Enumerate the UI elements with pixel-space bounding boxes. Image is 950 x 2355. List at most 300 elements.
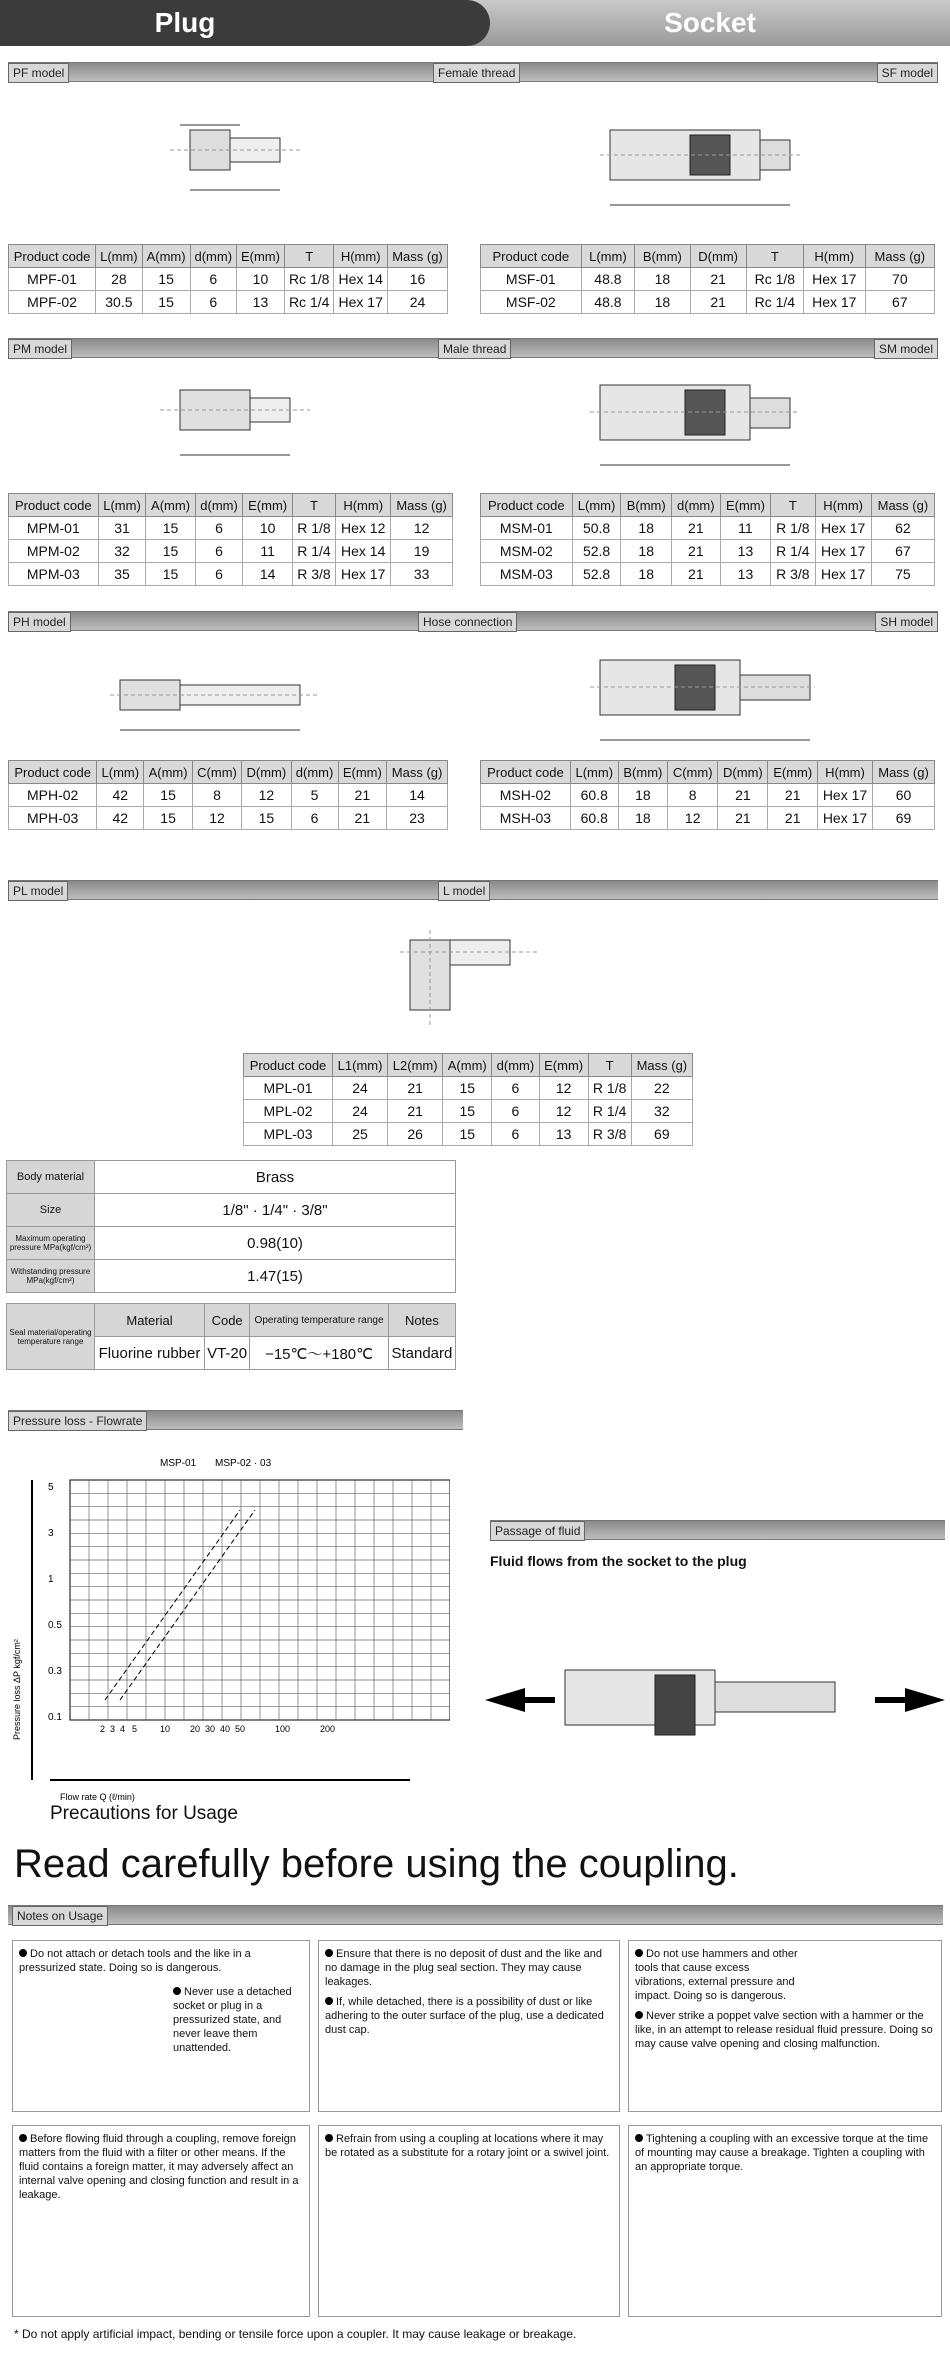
col-header: E(mm)	[539, 1054, 588, 1077]
ph-spec-table	[8, 760, 448, 830]
col-header: T	[588, 1054, 631, 1077]
table-cell: 21	[388, 1077, 443, 1100]
table-cell: 23	[387, 807, 448, 830]
table-cell: Rc 1/4	[284, 291, 333, 314]
x-tick-label: 4	[120, 1724, 126, 1734]
col-header: T	[771, 494, 815, 517]
table-cell: 13	[720, 563, 770, 586]
col-header: B(mm)	[618, 761, 667, 784]
table-cell: 6	[195, 540, 243, 563]
table-cell: 15	[144, 784, 193, 807]
table-cell: 15	[242, 807, 291, 830]
table-cell: Hex 14	[336, 540, 391, 563]
table-row	[481, 784, 935, 807]
table-cell: R 1/8	[588, 1077, 631, 1100]
table-cell: MPM-02	[9, 540, 99, 563]
table-cell: 21	[768, 784, 817, 807]
y-tick-label: 5	[48, 1482, 54, 1493]
table-cell: Hex 17	[817, 807, 872, 830]
seal-notes-value: Standard	[388, 1337, 455, 1370]
sf-model-label: SF model	[877, 63, 938, 83]
note-4-text: If, while detached, there is a possibility of dust or like adhering to the outer surface of the plug, use a dedicated dust cap.	[325, 1996, 604, 2036]
table-cell: 69	[873, 807, 935, 830]
table-cell: R 1/8	[292, 517, 335, 540]
col-header: L(mm)	[96, 245, 142, 268]
table-cell: 69	[631, 1123, 692, 1146]
arrow-right-icon	[905, 1688, 945, 1712]
table-row	[244, 1077, 693, 1100]
table-cell: 12	[539, 1077, 588, 1100]
x-tick-label: 2	[100, 1724, 106, 1734]
table-cell: 62	[871, 517, 934, 540]
col-header: Product code	[481, 245, 582, 268]
table-cell: 21	[768, 807, 817, 830]
table-cell: 21	[338, 784, 387, 807]
table-cell: 48.8	[581, 268, 635, 291]
col-header: Product code	[9, 245, 96, 268]
table-cell: 60.8	[570, 784, 618, 807]
table-cell: 15	[146, 563, 195, 586]
table-cell: 52.8	[572, 540, 621, 563]
tab-socket-label: Socket	[664, 7, 756, 38]
table-cell: MSM-02	[481, 540, 573, 563]
table-cell: MPF-01	[9, 268, 96, 291]
sf-drawing	[590, 100, 810, 220]
table-cell: 15	[142, 268, 190, 291]
table-cell: Rc 1/8	[284, 268, 333, 291]
note-5-text: Do not use hammers and other tools that cause excess vibrations, external pressure and impact. Doing so is dangerous.	[635, 1948, 798, 2002]
col-header: C(mm)	[668, 761, 718, 784]
series-label-msp-02-03: MSP-02 · 03	[215, 1458, 272, 1469]
table-row	[9, 291, 448, 314]
table-cell: MPL-03	[244, 1123, 333, 1146]
y-tick-label: 0.1	[48, 1712, 62, 1723]
table-row	[9, 540, 453, 563]
table-cell: 21	[690, 291, 746, 314]
table-cell: Hex 17	[815, 563, 871, 586]
col-header: Mass (g)	[387, 761, 448, 784]
col-header: d(mm)	[291, 761, 338, 784]
x-tick-label: 5	[132, 1724, 138, 1734]
table-cell: 25	[333, 1123, 388, 1146]
table-cell: Hex 17	[334, 291, 388, 314]
hose-connection-label: Hose connection	[418, 612, 517, 632]
table-cell: 67	[865, 291, 934, 314]
y-tick-label: 3	[48, 1528, 54, 1539]
table-cell: 14	[387, 784, 448, 807]
pm-spec-table	[8, 493, 453, 586]
sh-model-label: SH model	[875, 612, 938, 632]
table-cell: 6	[291, 807, 338, 830]
tab-plug-label: Plug	[154, 7, 216, 38]
col-header: T	[292, 494, 335, 517]
table-cell: 18	[635, 268, 690, 291]
table-cell: MSH-02	[481, 784, 571, 807]
table-cell: 19	[391, 540, 453, 563]
col-header: A(mm)	[146, 494, 195, 517]
note-9-text: Tightening a coupling with an excessive torque at the time of mounting may cause a breakage. Tighten a coupling with an appropriate torque.	[635, 2133, 929, 2173]
note-3-text: Ensure that there is no deposit of dust and the like and no damage in the plug seal section. They may cause leakages.	[325, 1948, 603, 1988]
seal-material-value: Fluorine rubber	[95, 1337, 205, 1370]
col-header: E(mm)	[338, 761, 387, 784]
col-header: Mass (g)	[865, 245, 934, 268]
section-bar-hose-connection	[8, 611, 938, 631]
table-cell: R 1/4	[588, 1100, 631, 1123]
table-cell: MSM-03	[481, 563, 573, 586]
col-header: Mass (g)	[391, 494, 453, 517]
table-cell: 15	[146, 540, 195, 563]
col-header: L1(mm)	[333, 1054, 388, 1077]
table-cell: 21	[338, 807, 387, 830]
pm-drawing	[140, 370, 320, 470]
note-2-text: Never use a detached socket or plug in a pressurized state, and never leave them unattended.	[173, 1986, 292, 2054]
table-cell: 8	[192, 784, 241, 807]
graph-title-bar	[8, 1410, 463, 1430]
table-row	[481, 807, 935, 830]
note-7-text: Before flowing fluid through a coupling, remove foreign matters from the fluid with a filter or other means. If the fluid contains a foreign matter, it may adversely affect an internal valve opening and closing function and result in a leakage.	[19, 2133, 299, 2201]
x-tick-label: 3	[110, 1724, 116, 1734]
table-cell: 22	[631, 1077, 692, 1100]
table-cell: Hex 14	[334, 268, 388, 291]
tab-socket[interactable]	[470, 0, 950, 46]
passage-drawing	[485, 1640, 945, 1760]
table-cell: Hex 17	[817, 784, 872, 807]
table-cell: 16	[387, 268, 447, 291]
table-cell: 6	[195, 517, 243, 540]
pl-drawing	[390, 910, 550, 1030]
table-row	[481, 268, 935, 291]
table-cell: MPL-01	[244, 1077, 333, 1100]
table-cell: R 3/8	[588, 1123, 631, 1146]
table-cell: 10	[243, 517, 292, 540]
max-pressure-value: 0.98(10)	[95, 1227, 456, 1260]
table-row	[9, 563, 453, 586]
table-cell: 21	[671, 517, 720, 540]
col-header: Mass (g)	[871, 494, 934, 517]
table-cell: 48.8	[581, 291, 635, 314]
col-header: d(mm)	[195, 494, 243, 517]
table-cell: MSH-03	[481, 807, 571, 830]
table-cell: 18	[618, 807, 667, 830]
table-cell: MSF-02	[481, 291, 582, 314]
table-cell: 32	[631, 1100, 692, 1123]
sm-drawing	[580, 360, 810, 480]
passage-text: Fluid flows from the socket to the plug	[490, 1553, 747, 1569]
col-header: E(mm)	[236, 245, 284, 268]
table-cell: 21	[388, 1100, 443, 1123]
table-cell: 42	[97, 807, 144, 830]
table-cell: 21	[671, 540, 720, 563]
table-cell: MSM-01	[481, 517, 573, 540]
table-cell: 30.5	[96, 291, 142, 314]
table-cell: 6	[492, 1077, 539, 1100]
table-row	[244, 1100, 693, 1123]
table-cell: 6	[190, 291, 236, 314]
table-cell: R 3/8	[771, 563, 815, 586]
table-cell: Rc 1/8	[746, 268, 803, 291]
female-thread-label: Female thread	[433, 63, 520, 83]
col-header: L(mm)	[581, 245, 635, 268]
proof-pressure-label: Withstanding pressure MPa(kgf/cm²)	[7, 1260, 95, 1293]
table-cell: 13	[720, 540, 770, 563]
footnote: * Do not apply artificial impact, bending or tensile force upon a coupler. It may cause leakage or breakage.	[14, 2327, 577, 2341]
col-header: d(mm)	[492, 1054, 539, 1077]
table-cell: MPL-02	[244, 1100, 333, 1123]
pl-spec-table	[243, 1053, 693, 1146]
table-row	[481, 291, 935, 314]
table-cell: MPH-02	[9, 784, 97, 807]
col-header: T	[746, 245, 803, 268]
table-cell: 33	[391, 563, 453, 586]
col-header: H(mm)	[336, 494, 391, 517]
table-cell: 18	[635, 291, 690, 314]
table-cell: 42	[97, 784, 144, 807]
table-cell: 12	[539, 1100, 588, 1123]
body-material-label: Body material	[7, 1161, 95, 1194]
body-material-value: Brass	[95, 1161, 456, 1194]
col-header: L(mm)	[98, 494, 146, 517]
y-tick-label: 0.5	[48, 1620, 62, 1631]
table-cell: 12	[192, 807, 241, 830]
col-header: Product code	[244, 1054, 333, 1077]
table-cell: R 1/4	[771, 540, 815, 563]
graph-title: Pressure loss - Flowrate	[8, 1411, 147, 1431]
tab-plug[interactable]	[0, 0, 490, 46]
note-box-4	[12, 2125, 310, 2317]
table-row	[9, 784, 448, 807]
table-cell: 18	[621, 540, 671, 563]
series-line-msp-02-03	[120, 1510, 255, 1700]
table-cell: 15	[443, 1123, 492, 1146]
ph-model-label: PH model	[8, 612, 71, 632]
col-header: L(mm)	[97, 761, 144, 784]
chart-ylabel: Pressure loss ΔP kgf/cm²	[12, 1639, 22, 1740]
sm-spec-table	[480, 493, 935, 586]
table-cell: Hex 17	[803, 291, 865, 314]
size-label: Size	[7, 1194, 95, 1227]
x-tick-label: 100	[275, 1724, 291, 1734]
note-6-text: Never strike a poppet valve section with a hammer or the like, in an attempt to release residual fluid pressure. Doing so may cause valve opening and closing malfunction.	[635, 2010, 933, 2050]
col-header: Product code	[481, 761, 571, 784]
section-bar-male-thread	[8, 338, 938, 358]
col-header: E(mm)	[768, 761, 817, 784]
proof-pressure-value: 1.47(15)	[95, 1260, 456, 1293]
pl-model-label: PL model	[8, 881, 68, 901]
table-cell: 35	[98, 563, 146, 586]
table-cell: R 1/8	[771, 517, 815, 540]
pf-model-label: PF model	[8, 63, 69, 83]
table-row	[9, 517, 453, 540]
table-cell: MPM-03	[9, 563, 99, 586]
col-header: B(mm)	[635, 245, 690, 268]
col-header: D(mm)	[242, 761, 291, 784]
col-header: Product code	[9, 761, 97, 784]
col-header: A(mm)	[144, 761, 193, 784]
precautions-label: Precautions for Usage	[50, 1803, 238, 1824]
table-cell: 15	[443, 1077, 492, 1100]
table-cell: 21	[718, 784, 768, 807]
table-cell: 10	[236, 268, 284, 291]
table-cell: 31	[98, 517, 146, 540]
table-cell: MPH-03	[9, 807, 97, 830]
sf-spec-table	[480, 244, 935, 314]
table-cell: Hex 12	[336, 517, 391, 540]
note-box-6	[628, 2125, 942, 2317]
sh-spec-table	[480, 760, 935, 830]
x-tick-label: 20	[190, 1724, 201, 1734]
notes-bar	[8, 1905, 943, 1925]
table-cell: 11	[720, 517, 770, 540]
table-row	[481, 517, 935, 540]
col-header: H(mm)	[815, 494, 871, 517]
table-cell: 32	[98, 540, 146, 563]
table-cell: 12	[242, 784, 291, 807]
table-cell: MSF-01	[481, 268, 582, 291]
table-cell: Hex 17	[803, 268, 865, 291]
col-header: D(mm)	[718, 761, 768, 784]
y-tick-label: 0.3	[48, 1666, 62, 1677]
read-title: Read carefully before using the coupling.	[14, 1842, 739, 1886]
table-row	[481, 563, 935, 586]
seal-header-temp: Operating temperature range	[250, 1304, 389, 1337]
pf-spec-table	[8, 244, 448, 314]
seal-header-material: Material	[95, 1304, 205, 1337]
table-row	[481, 540, 935, 563]
table-cell: 52.8	[572, 563, 621, 586]
table-cell: 70	[865, 268, 934, 291]
seal-code-value: VT-20	[205, 1337, 250, 1370]
col-header: d(mm)	[190, 245, 236, 268]
seal-temp-value: −15℃～+180℃	[250, 1337, 389, 1370]
table-cell: 12	[668, 807, 718, 830]
pf-drawing	[160, 100, 320, 210]
table-cell: Rc 1/4	[746, 291, 803, 314]
table-cell: 67	[871, 540, 934, 563]
table-cell: 6	[195, 563, 243, 586]
arrow-left-icon	[485, 1688, 525, 1712]
chart-xlabel: Flow rate Q (ℓ/min)	[60, 1792, 135, 1802]
male-thread-label: Male thread	[438, 339, 511, 359]
x-tick-label: 30	[205, 1724, 216, 1734]
col-header: L(mm)	[572, 494, 621, 517]
table-cell: Hex 17	[336, 563, 391, 586]
y-tick-label: 1	[48, 1574, 54, 1585]
table-cell: 12	[391, 517, 453, 540]
col-header: Mass (g)	[387, 245, 447, 268]
series-label-msp-01: MSP-01	[160, 1458, 197, 1469]
sm-model-label: SM model	[874, 339, 938, 359]
table-cell: MPM-01	[9, 517, 99, 540]
table-cell: 28	[96, 268, 142, 291]
table-cell: R 3/8	[292, 563, 335, 586]
col-header: D(mm)	[690, 245, 746, 268]
table-cell: 24	[333, 1100, 388, 1123]
table-cell: 18	[618, 784, 667, 807]
table-cell: 15	[146, 517, 195, 540]
col-header: d(mm)	[671, 494, 720, 517]
table-cell: 26	[388, 1123, 443, 1146]
col-header: Mass (g)	[873, 761, 935, 784]
table-cell: 21	[671, 563, 720, 586]
col-header: H(mm)	[334, 245, 388, 268]
col-header: H(mm)	[817, 761, 872, 784]
table-cell: 18	[621, 563, 671, 586]
seal-material-label: Seal material/operating temperature range	[7, 1304, 95, 1370]
note-8-text: Refrain from using a coupling at locations where it may be rotated as a substitute for a rotary joint or a swivel joint.	[325, 2133, 610, 2159]
col-header: T	[284, 245, 333, 268]
col-header: B(mm)	[621, 494, 671, 517]
table-cell: 6	[492, 1100, 539, 1123]
table-cell: 21	[690, 268, 746, 291]
table-cell: MPF-02	[9, 291, 96, 314]
pressure-loss-chart	[10, 1450, 450, 1820]
notes-label: Notes on Usage	[12, 1906, 108, 1926]
note-box-1	[12, 1940, 310, 2112]
col-header: H(mm)	[803, 245, 865, 268]
pm-model-label: PM model	[8, 339, 72, 359]
seal-header-notes: Notes	[388, 1304, 455, 1337]
section-bar-l-model	[8, 880, 938, 900]
passage-bar	[490, 1520, 945, 1540]
table-row	[9, 268, 448, 291]
table-row	[9, 807, 448, 830]
material-table	[6, 1160, 456, 1370]
col-header: L2(mm)	[388, 1054, 443, 1077]
size-value: 1/8" · 1/4" · 3/8"	[95, 1194, 456, 1227]
table-cell: 24	[387, 291, 447, 314]
table-cell: R 1/4	[292, 540, 335, 563]
sh-drawing	[580, 640, 820, 760]
x-tick-label: 40	[220, 1724, 231, 1734]
table-cell: 5	[291, 784, 338, 807]
x-tick-label: 200	[320, 1724, 336, 1734]
col-header: Product code	[9, 494, 99, 517]
col-header: E(mm)	[243, 494, 292, 517]
table-cell: 18	[621, 517, 671, 540]
table-cell: 15	[142, 291, 190, 314]
table-cell: 24	[333, 1077, 388, 1100]
table-cell: 14	[243, 563, 292, 586]
table-cell: 8	[668, 784, 718, 807]
col-header: C(mm)	[192, 761, 241, 784]
table-cell: 60	[873, 784, 935, 807]
seal-header-code: Code	[205, 1304, 250, 1337]
note-1-text: Do not attach or detach tools and the like in a pressurized state. Doing so is dangerous.	[19, 1948, 251, 1974]
x-tick-label: 50	[235, 1724, 246, 1734]
table-cell: 60.8	[570, 807, 618, 830]
col-header: E(mm)	[720, 494, 770, 517]
note-box-3	[628, 1940, 942, 2112]
table-cell: Hex 17	[815, 540, 871, 563]
table-cell: 6	[492, 1123, 539, 1146]
table-cell: 50.8	[572, 517, 621, 540]
table-cell: 75	[871, 563, 934, 586]
table-cell: 13	[539, 1123, 588, 1146]
col-header: A(mm)	[443, 1054, 492, 1077]
table-cell: 11	[243, 540, 292, 563]
x-tick-label: 10	[160, 1724, 171, 1734]
table-row	[244, 1123, 693, 1146]
max-pressure-label: Maximum operating pressure MPa(kgf/cm²)	[7, 1227, 95, 1260]
col-header: L(mm)	[570, 761, 618, 784]
series-line-msp-01	[105, 1510, 240, 1700]
note-box-5	[318, 2125, 620, 2317]
l-model-label: L model	[438, 881, 490, 901]
tab-bar	[0, 0, 950, 46]
table-cell: 15	[144, 807, 193, 830]
section-bar-female-thread	[8, 62, 938, 82]
table-cell: 13	[236, 291, 284, 314]
